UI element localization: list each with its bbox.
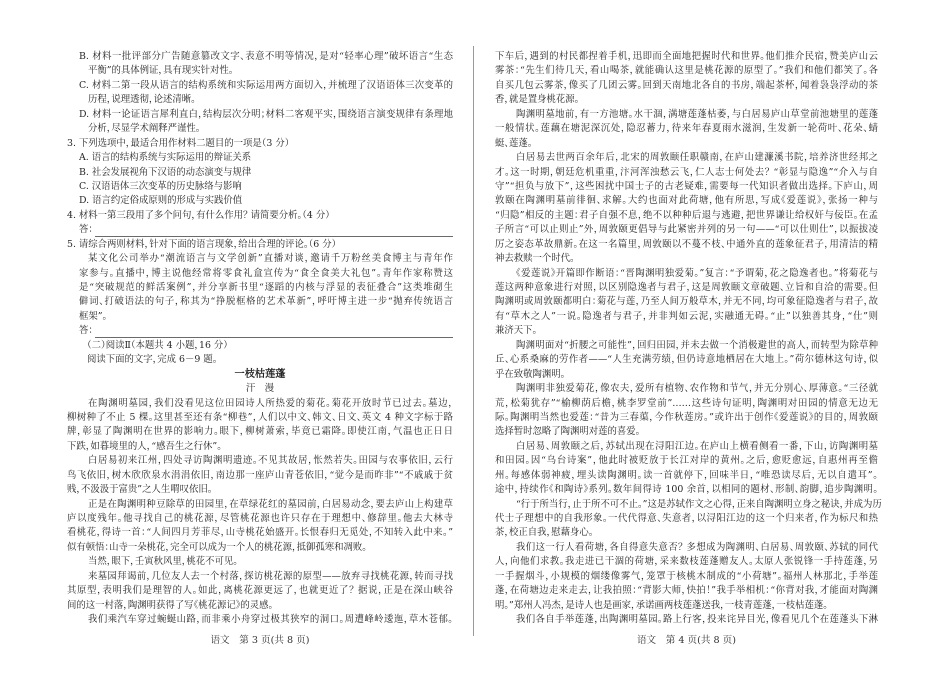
paragraph-line: 间的这一村落，陶渊明获得了写《桃花源记》的灵感。: [67, 599, 274, 611]
article: [67, 368, 453, 628]
paragraph-line: 荒，松菊犹存”“榆柳荫后檐，桃李罗堂前”……这些诗句证明，陶渊明对田园的情意无边无: [495, 397, 878, 409]
question-3-option-c: C. 汉语语体三次变革的历史脉络与影响: [79, 180, 242, 192]
paragraph-line: 《爱莲说》开篇即作断语：“晋陶渊明独爱菊。”复言：“予谓菊，花之隐逸者也。”将菊花与: [516, 267, 878, 279]
question-4-answer-blank[interactable]: [95, 225, 453, 237]
paragraph-line: 神去救赎一个时代。: [495, 253, 575, 265]
paragraph-line: 在陶渊明墓园，我们没看见这位田园诗人所热爱的菊花。菊花开放时节已过去。墓边，: [88, 397, 453, 409]
paragraph-line: 明。”郑州人冯杰，是诗人也是画家，承诺画两枝莲蓬送我，一枝青莲蓬，一枝枯莲蓬。: [495, 599, 828, 611]
paragraph-line: 人，向他们求教。我走进已干涸的荷塘，采来数枝莲蓬赠友人。太原人张锐锋一手持莲蓬，另: [495, 556, 878, 568]
paragraph-line: 白居易去世两百余年后，北宋的周敦颐任职赣南，在庐山建濂溪书院，培养济世经邦之: [516, 152, 878, 164]
paragraph-line: 来墓园拜谒前，几位友人去一个村落，探访桃花源的原型——放弃寻找桃花源，转而寻找: [88, 570, 453, 582]
question-5-material-line: 是“突破规范的鲜活案例”，并分享新书里“逐蹈的内核与浮显的表征叠合”这类堆砌生: [79, 282, 453, 293]
question-5-stem: 5. 请综合两则材料，针对下面的语言现象，给出合理的评论。（6 分）: [67, 238, 337, 250]
paragraph-line: 陶渊明面对“折腰之可能性”，回归田园，并未去做一个消极避世的高人，而转型为除草种: [516, 339, 878, 351]
paragraph-line: 牌，彰显了陶渊明在世界的影响力。眼下，柳树萧索，毕竟已霜降。即使江南，气温也正日日: [67, 426, 453, 438]
option-d-line: D. 材料一论证语言犀利直白，结构层次分明；材料二客观平实，围绕语言演变规律有条理地: [79, 108, 453, 120]
option-b-line: 平衡”的具体例证，具有现实针对性。: [88, 65, 234, 77]
article-paragraph: [495, 541, 878, 613]
question-4: [67, 209, 453, 238]
paragraph-line: 陶渊明或周敦颐都明白：菊花与莲，乃至人间万般草木，并无不同，均可象征隐逸者与君子，故: [495, 296, 878, 308]
paragraph-line: 际。陶渊明当然也爱莲：“昔为三春蕖，今作秋莲房。”或许出于创作《爱莲说》的目的，周敦颐: [495, 411, 878, 423]
option-c-line: 历程，说理透彻，论述清晰。: [88, 94, 196, 106]
paragraph-line: 莲这两种意象进行对照，以区别隐逸者与君子，这是周敦颐文章破题、立旨和自洽的需要。但: [495, 282, 878, 293]
paragraph-line: 一手握烟斗，小规模的烟缕像雾气，笼罩于核桃木制成的“小荷塘”。福州人林那北，手举莲: [495, 570, 878, 582]
paragraph-line: 似有顿悟：山寺一朵桃花，完全可以成为一个人的桃花源，抵御孤寒和凋败。: [67, 541, 367, 553]
paragraph-line: 兼济天下。: [495, 325, 538, 337]
article-paragraph: [495, 613, 878, 627]
paragraph-line: 茶，校正自我，慰藉身心。: [495, 527, 594, 539]
paragraph-line: 和田园。因“乌台诗案”，他此时被贬放于长江对岸的黄州。之后，愈贬愈远，自惠州再至儋: [495, 455, 878, 467]
paragraph-line: 庐以度残年。他寻找自己的桃花源，尽管桃花源也许只存在于理想中、修辞里。他去大林寺: [67, 513, 453, 524]
article-paragraph: [495, 50, 878, 108]
paragraph-line: 我们乘汽车穿过蜿蜒山路，而非乘小舟穿过极其狭窄的洞口。周遭峰岭逶迤，草木苍郁。: [88, 614, 453, 626]
option-b-line: B. 材料一批评部分广告随意篡改文字、表意不明等情况，是对“轻率心理”破坏语言“生态: [79, 51, 453, 62]
option-d-line: 分析，尽显学术阐释严谨性。: [88, 123, 201, 135]
section-instruction: 阅读下面的文字，完成 6－9 题。: [87, 354, 218, 366]
paragraph-line: 柳树种了不止 5 棵。这里甚至还有条“柳巷”，人们以中文、韩文、日文、英文 4 种文字标于路: [67, 411, 453, 423]
question-3-option-d: D. 语言约定俗成原则的形成与实践价值: [79, 195, 243, 207]
question-5-material-line: 僻词、打破语法的句子，称其为“挣脱框格的艺术革新”，呼吁博主进一步“抛弃传统语言: [79, 296, 453, 308]
paragraph-line: 我们各自手举莲蓬，出陶渊明墓园。路上行客，投来诧异目光，像看见几个在莲蓬头下淋: [516, 614, 878, 626]
paragraph-line: 香，就是置身桃花源。: [495, 94, 580, 106]
paragraph-line: 当然，眼下，壬寅秋风里，桃花不可见。: [88, 556, 238, 568]
article-author: 汗 漫: [245, 383, 275, 395]
page-3-column: [67, 50, 453, 628]
paragraph-line: 白居易初来江州，四处寻访陶渊明遗迹。不见其故居，怅然若失。田园与农事依旧，云行: [88, 455, 453, 467]
paragraph-line: 一般情状。莲藕在塘泥深沉处，隐忍蓄力，待来年春夏雨水滋润，生发新一轮荷叶、花朵、蜻: [495, 123, 878, 135]
paragraph-line: 守”“担负与放下”，这些困扰中国士子的古老疑难，需要每一代知识者做出选择。下庐山，周: [495, 180, 878, 192]
article-paragraph: [495, 339, 878, 382]
question-3-stem: 3. 下列选项中，最适合用作材料二题目的一项是（3 分）: [67, 137, 290, 149]
paragraph-line: 其原型，表明我们是理智的人。如此，离桃花源更远了，也就更近了？ 据说，正是在深山峡谷: [67, 585, 453, 597]
question-5-answer-row: [67, 324, 453, 338]
paragraph-line: 下跌，如暮境里的人，“感吾生之行休”。: [67, 440, 222, 452]
page-4-column: [495, 50, 882, 628]
article-paragraph: [495, 382, 878, 440]
article-paragraph: [67, 498, 453, 556]
article-paragraph: [67, 570, 453, 613]
paragraph-line: “归隐”相反的主题：君子自强不息，绝不以种种后退与逃避，把世界谦让给权奸与佞臣。在孟: [495, 209, 878, 221]
paragraph-line: 途中，持续作《和陶诗》系列。数年间得诗 100 余首，以相同的题材、形制、韵脚，追步陶渊明。: [495, 484, 878, 496]
page-3-footer: 语文 第 3 页(共 8 页): [210, 635, 310, 646]
paragraph-line: 看桃花，得诗一首：“人间四月芳菲尽，山寺桃花始盛开。长恨春归无觅处，不知转入此中来。”: [67, 527, 453, 539]
question-4-answer-row: [67, 223, 453, 237]
article-paragraph: [67, 613, 453, 627]
paragraph-line: 子所言“可以止则止”外，周敦颐更倡导与此紧密并列的另一句——“可以仕则仕”，以振拔凌: [495, 224, 878, 236]
article-paragraph: [67, 555, 453, 569]
article-paragraph: [495, 440, 878, 498]
section-heading: （二）阅读Ⅱ（本题共 4 小题，16 分）: [87, 339, 228, 351]
article-title: 一枝枯莲蓬: [234, 368, 286, 380]
paragraph-line: 代士子理想中的自我形象。一代代得意、失意者，以浔阳江边的这一个归来者，作为标尺和热: [495, 513, 878, 524]
page-4-footer: 语文 第 4 页(共 8 页): [636, 635, 737, 646]
paragraph-line: 有“草木之人”一说。隐逸者与君子，并非判如云泥，实融通无碍。“止”以独善其身，“仕”则: [495, 310, 878, 322]
article-paragraph: [495, 267, 878, 339]
question-3: [67, 137, 453, 209]
question-3-option-b: B. 社会发展视角下汉语的动态演变与规律: [79, 166, 252, 178]
paragraph-line: 才。这一时期，朝廷危机重重，汴河浑浊愁云飞，仁人志士何处去？ “彰显与隐逸”“介入与自: [495, 166, 878, 178]
question-5-material-line: 框架”。: [79, 310, 108, 322]
paragraph-line: 陶渊明非独爱菊花，像农夫，爱所有植物、农作物和节气，并无分别心、厚薄意。“三径就: [516, 383, 878, 395]
question-2-options-continued: [67, 50, 453, 137]
reading-section-header: [67, 339, 453, 368]
answer-label: 答：: [79, 224, 94, 236]
article-paragraph: [67, 397, 453, 455]
paragraph-line: 贱，不汲汲于富贵”之人生喟叹依旧。: [67, 484, 213, 496]
article-paragraph: [495, 498, 882, 541]
paragraph-line: 陶渊明墓地前，有一方池塘。水干涸，满塘莲蓬枯萎，与白居易庐山草堂前池塘里的莲蓬: [516, 108, 878, 120]
article-paragraph: [67, 454, 453, 497]
page-divider: [473, 46, 474, 636]
article-continued: [495, 50, 882, 628]
question-4-stem: 4. 材料一第三段用了多个问句，有什么作用？ 请简要分析。（4 分）: [67, 209, 330, 221]
paragraph-line: 厉之姿态革故鼎新。在这一名篇里，周敦颐以不蔓不枝、中通外直的莲象征君子，用清洁的精: [495, 238, 878, 250]
question-5-material-line: 某文化公司举办“潮流语言与文学创新”直播对谈，邀请千万粉丝美食博主与青年作: [88, 253, 453, 265]
paragraph-line: 州。每感体弱神疲，埋头读陶渊明。读一首就停下，回味半日，“唯恐读尽后，无以自遣耳”。: [495, 469, 878, 481]
question-3-option-a: A. 语言的结构系统与实际运用的辩证关系: [79, 152, 252, 164]
question-5-material-line: 家参与。直播中，博主说他经常将零食礼盒宣传为“食全食美大礼包”。青年作家称赞这: [79, 267, 453, 279]
paragraph-line: 白居易、周敦颐之后，苏轼出现在浔阳江边。在庐山上横看侧看一番，下山，访陶渊明墓: [516, 440, 878, 452]
paragraph-line: 蜓、莲蓬。: [495, 137, 533, 149]
paragraph-line: 鸟飞依旧，树木欣欣泉水涓涓依旧，南边那一座庐山青苍依旧，“觉今是而昨非”“不戚戚于贫: [67, 469, 453, 481]
paragraph-line: 自买几包云雾茶，像买了几团云雾。回到天南地北各自的书房，端起茶杯，闻着袅袅浮动的茶: [495, 79, 878, 91]
paragraph-line: 我们这一行人看荷塘，各自得意失意否？ 多想成为陶渊明、白居易、周敦颐、苏轼的同代: [516, 541, 878, 553]
paragraph-line: “行于所当行，止于所不可不止。”这是苏轼作文之心得，正来自陶渊明立身之秘诀，并成为历: [516, 498, 882, 510]
paragraph-line: 丘、心系桑麻的劳作者——“人生充满劳绩，但仍诗意地栖居在大地上。”荷尔德林这句诗，似: [495, 354, 878, 366]
article-paragraph: [495, 151, 878, 267]
option-c-line: C. 材料二第一段从语言的结构系统和实际运用两方面切入，并梳理了汉语语体三次变革的: [79, 79, 453, 91]
paragraph-line: 蓬，在荷塘边走来走去，让我拍照：“背影大师，快拍！”我手举相机：“你背对我，才能面对陶渊: [495, 585, 878, 597]
paragraph-line: 选择暂时忽略了陶渊明对莲的喜爱。: [495, 426, 641, 438]
paragraph-line: 正是在陶渊明种豆除草的田园里，在草绿花红的墓园前，白居易动念，要去庐山上构建草: [88, 498, 453, 510]
question-5-answer-blank[interactable]: [95, 326, 453, 338]
paragraph-line: 乎在致敬陶渊明。: [495, 368, 566, 380]
paragraph-line: 下车后，遇到的村民都捏着手机，迅即而全面地把握时代和世界。他们推介民宿，赞美庐山云: [495, 51, 878, 62]
paragraph-line: 敦颐在陶渊明墓前徘徊、求解。大约也面对此荷塘，他有所思，写成《爱莲说》，张扬一种与: [495, 195, 878, 207]
article-paragraph: [495, 108, 878, 151]
question-5: [67, 238, 453, 339]
paragraph-line: 雾茶：“先生们待几天，看山喝茶，就能确认这里是桃花源的原型了。”我们和他们都笑了。各: [495, 65, 878, 77]
answer-label: 答：: [79, 325, 94, 337]
